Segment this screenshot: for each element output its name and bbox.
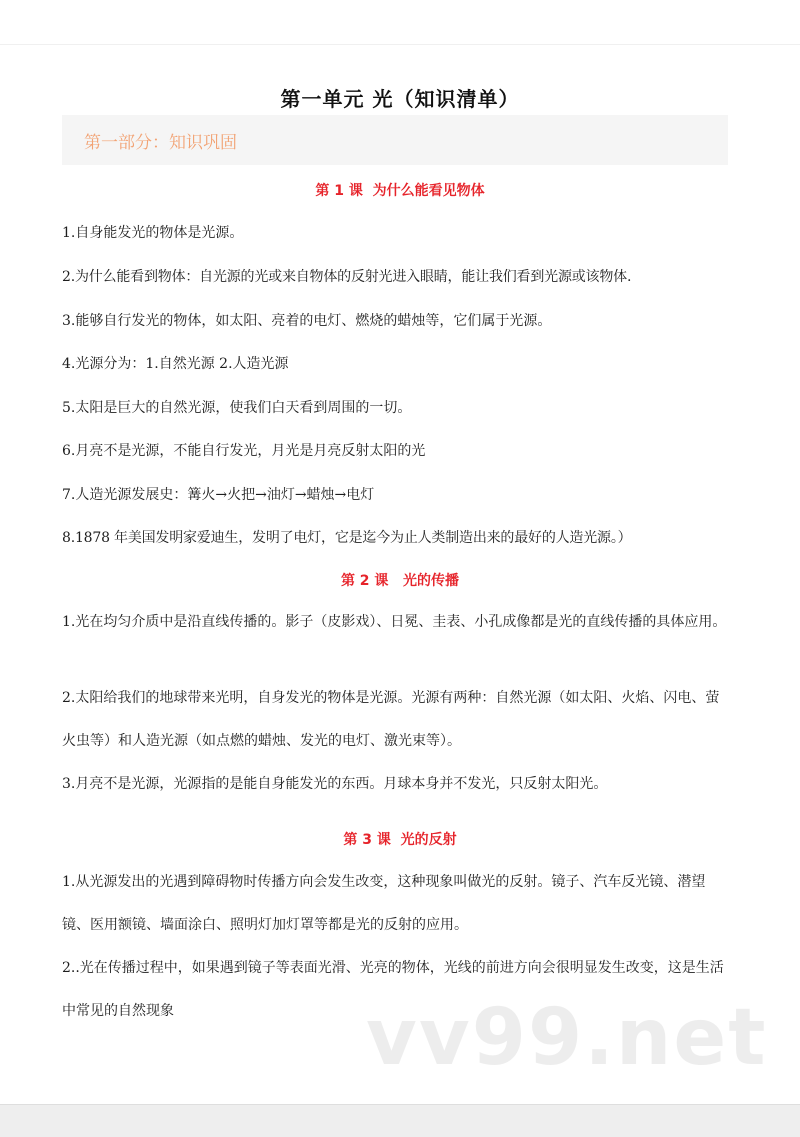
viewer-top-strip xyxy=(0,0,800,45)
lesson-2-item-2: 2.太阳给我们的地球带来光明，自身发光的物体是光源。光源有两种：自然光源（如太阳、火焰、闪电、萤火虫等）和人造光源（如点燃的蜡烛、发光的电灯、激光束等）。 xyxy=(62,690,720,749)
lesson-1-item-7: 7.人造光源发展史：篝火→火把→油灯→蜡烛→电灯 xyxy=(62,487,375,503)
part-banner xyxy=(62,115,728,165)
lesson-1-item-8: 8.1878 年美国发明家爱迪生，发明了电灯，它是迄今为止人类制造出来的最好的人造光源。） xyxy=(62,530,632,546)
document-title: 第一单元 光（知识清单） xyxy=(280,87,520,111)
lesson-1-item-1: 1.自身能发光的物体是光源。 xyxy=(62,225,244,241)
lesson-2-title: 第 2 课 光的传播 xyxy=(340,573,460,589)
lesson-3-item-1: 1.从光源发出的光遇到障碍物时传播方向会发生改变，这种现象叫做光的反射。镜子、汽车反光镜、潜望镜、医用额镜、墙面涂白、照明灯加灯罩等都是光的反射的应用。 xyxy=(62,874,706,933)
viewer-bottom-strip xyxy=(0,1104,800,1137)
lesson-1-item-2: 2.为什么能看到物体：自光源的光或来自物体的反射光进入眼睛，能让我们看到光源或该物体. xyxy=(62,269,632,285)
document-page xyxy=(0,45,800,1103)
lesson-1-item-3: 3.能够自行发光的物体，如太阳、亮着的电灯、燃烧的蜡烛等，它们属于光源。 xyxy=(62,313,552,329)
lesson-2-item-1: 1.光在均匀介质中是沿直线传播的。影子（皮影戏）、日冕、圭表、小孔成像都是光的直线传播的具体应用。 xyxy=(62,614,727,630)
lesson-3-item-2: 2..光在传播过程中，如果遇到镜子等表面光滑、光亮的物体，光线的前进方向会很明显发生改变，这是生活中常见的自然现象 xyxy=(62,960,724,1019)
lesson-1-item-5: 5.太阳是巨大的自然光源，使我们白天看到周围的一切。 xyxy=(62,400,412,416)
lesson-1-title: 第 1 课 为什么能看见物体 xyxy=(315,183,485,199)
lesson-2-item-3: 3.月亮不是光源，光源指的是能自身能发光的东西。月球本身并不发光，只反射太阳光。 xyxy=(62,776,608,792)
watermark: vv99.net xyxy=(366,993,768,1083)
lesson-1-item-4: 4.光源分为：1.自然光源 2.人造光源 xyxy=(62,356,289,372)
lesson-1-item-6: 6.月亮不是光源，不能自行发光，月光是月亮反射太阳的光 xyxy=(62,443,426,459)
lesson-3-title: 第 3 课 光的反射 xyxy=(343,832,457,848)
part-label: 第一部分：知识巩固 xyxy=(84,133,237,153)
